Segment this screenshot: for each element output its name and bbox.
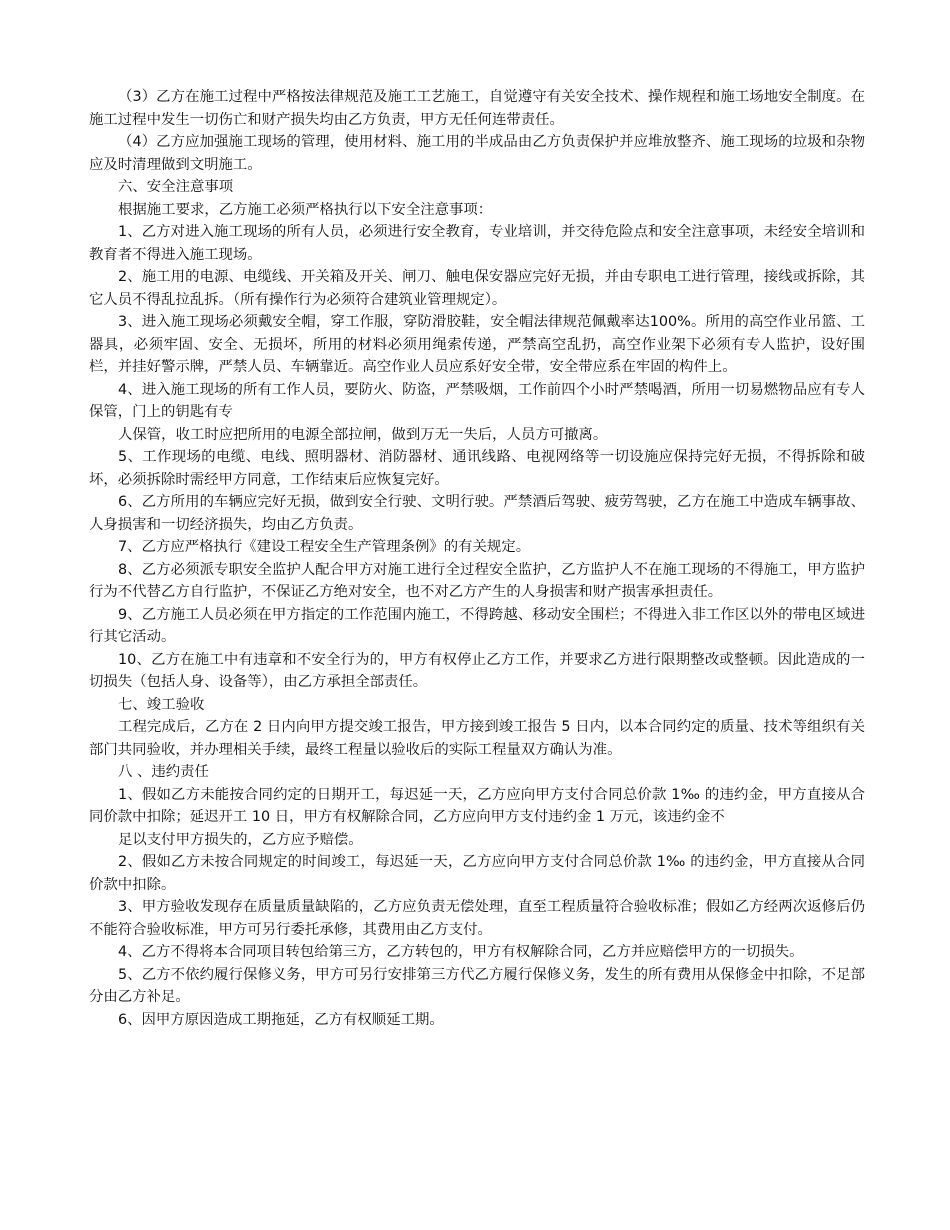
safety-item-3: 3、进入施工现场必须戴安全帽，穿工作服，穿防滑胶鞋，安全帽法律规范佩戴率达100%。所用的高空作业吊篮、工器具，必须牢固、安全、无损坏，所用的材料必须用绳索传递，严禁高空乱扔，高空作业架下必须有专人监护，设好围栏，并挂好警示牌，严禁人员、车辆靠近。高空作业人员应系好安全带，安全带应系在牢固的构件上。 — [89, 314, 865, 375]
paragraph-item-4: （4）乙方应加强施工现场的管理，使用材料、施工用的半成品由乙方负责保护并应堆放整齐、施工现场的垃圾和杂物应及时清理做到文明施工。 — [89, 134, 865, 173]
paragraph-item-3: （3）乙方在施工过程中严格按法律规范及施工工艺施工，自觉遵守有关安全技术、操作规程和施工场地安全制度。在施工过程中发生一切伤亡和财产损失均由乙方负责，甲方无任何连带责任。 — [89, 89, 865, 128]
safety-item-5: 5、工作现场的电缆、电线、照明器材、消防器材、通讯线路、电视网络等一切设施应保持完好无损，不得拆除和破坏，必须拆除时需经甲方同意，工作结束后应恢复完好。 — [89, 449, 865, 488]
safety-item-10: 10、乙方在施工中有违章和不安全行为的，甲方有权停止乙方工作，并要求乙方进行限期整改或整顿。因此造成的一切损失（包括人身、设备等），由乙方承担全部责任。 — [89, 651, 865, 690]
liability-item-1: 1、假如乙方未能按合同约定的日期开工，每迟延一天，乙方应向甲方支付合同总价款 1‰ 的违约金，甲方直接从合同价款中扣除；延迟开工 10 日，甲方有权解除合同，乙方应向甲方支付违约金 1 万元，该违约金不 — [89, 786, 865, 825]
safety-item-8: 8、乙方必须派专职安全监护人配合甲方对施工进行全过程安全监护，乙方监护人不在施工现场的不得施工，甲方监护行为不代替乙方自行监护，不保证乙方绝对安全，也不对乙方产生的人身损害和财产损害承担责任。 — [89, 561, 865, 600]
paragraph-acceptance: 工程完成后，乙方在 2 日内向甲方提交竣工报告，甲方接到竣工报告 5 日内，以本合同约定的质量、技术等组织有关部门共同验收，并办理相关手续，最终工程量以验收后的实际工程量双方确认为准。 — [89, 719, 865, 758]
document-body — [89, 86, 865, 1031]
safety-item-1: 1、乙方对进入施工现场的所有人员，必须进行安全教育，专业培训，并交待危险点和安全注意事项，未经安全培训和教育者不得进入施工现场。 — [89, 224, 865, 263]
safety-item-2: 2、施工用的电源、电缆线、开关箱及开关、闸刀、触电保安器应完好无损，并由专职电工进行管理，接线或拆除，其它人员不得乱拉乱拆。（所有操作行为必须符合建筑业管理规定）。 — [89, 269, 865, 308]
liability-item-3: 3、甲方验收发现存在质量质量缺陷的，乙方应负责无偿处理，直至工程质量符合验收标准；假如乙方经两次返修后仍不能符合验收标准，甲方可另行委托承修，其费用由乙方支付。 — [89, 899, 865, 938]
liability-item-6: 6、因甲方原因造成工期拖延，乙方有权顺延工期。 — [118, 1011, 444, 1028]
safety-item-7: 7、乙方应严格执行《建设工程安全生产管理条例》的有关规定。 — [118, 539, 531, 555]
safety-item-4-continued: 人保管，收工时应把所用的电源全部拉闸，做到万无一失后，人员方可撤离。 — [118, 426, 608, 443]
section-heading-liability: 八 、违约责任 — [118, 764, 209, 780]
safety-item-4: 4、进入施工现场的所有工作人员，要防火、防盗，严禁吸烟，工作前四个小时严禁喝酒，所用一切易燃物品应有专人保管，门上的钥匙有专 — [89, 381, 865, 420]
paragraph-safety-intro: 根据施工要求，乙方施工必须严格执行以下安全注意事项： — [118, 201, 493, 218]
safety-item-9: 9、乙方施工人员必须在甲方指定的工作范围内施工，不得跨越、移动安全围栏；不得进入非工作区以外的带电区域进行其它活动。 — [89, 606, 865, 645]
safety-item-6: 6、乙方所用的车辆应完好无损，做到安全行驶、文明行驶。严禁酒后驾驶、疲劳驾驶，乙方在施工中造成车辆事故、人身损害和一切经济损失，均由乙方负责。 — [89, 494, 865, 533]
liability-item-4: 4、乙方不得将本合同项目转包给第三方，乙方转包的，甲方有权解除合同，乙方并应赔偿甲方的一切损失。 — [118, 944, 804, 960]
liability-item-1-continued: 足以支付甲方损失的，乙方应予赔偿。 — [118, 831, 363, 848]
section-heading-acceptance: 七、竣工验收 — [118, 696, 205, 713]
liability-item-2: 2、假如乙方未按合同规定的时间竣工，每迟延一天，乙方应向甲方支付合同总价款 1‰ 的违约金，甲方直接从合同价款中扣除。 — [89, 854, 865, 893]
section-heading-safety: 六、安全注意事项 — [118, 179, 234, 195]
liability-item-5: 5、乙方不依约履行保修义务，甲方可另行安排第三方代乙方履行保修义务，发生的所有费用从保修金中扣除，不足部分由乙方补足。 — [89, 966, 865, 1005]
